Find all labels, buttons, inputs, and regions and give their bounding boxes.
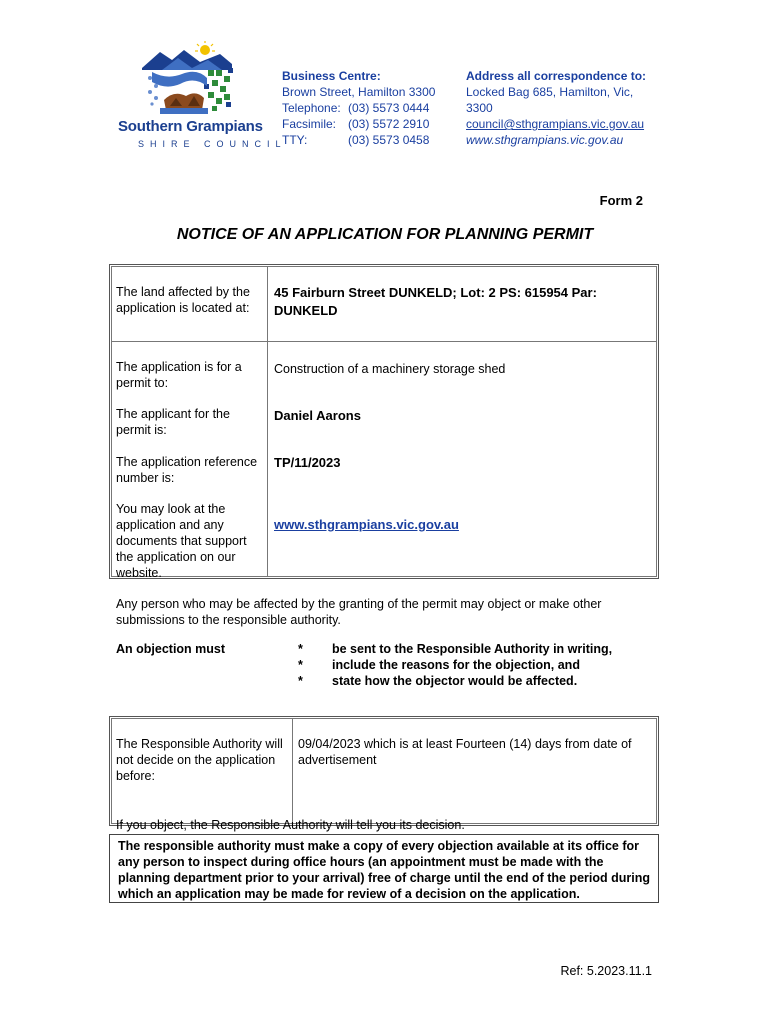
logo-name: Southern Grampians (118, 118, 263, 135)
telephone-number: (03) 5573 0444 (348, 101, 430, 115)
bullet-marker: * (298, 642, 303, 656)
council-website-text: www.sthgrampians.vic.gov.au (466, 133, 624, 147)
objection-intro: Any person who may be affected by the granting of the permit may object or make other submissions to the responsible authority. (116, 597, 602, 627)
website-link[interactable]: www.sthgrampians.vic.gov.au (274, 517, 459, 532)
objection-bullet: state how the objector would be affected. (332, 674, 578, 688)
website-label: You may look at the application and any documents that support the application on our website. (116, 502, 247, 580)
correspondence-block (466, 68, 646, 148)
reference-label: The application reference number is: (116, 455, 258, 485)
copy-notice: The responsible authority must make a copy of every objection available at its office for any person to inspect during office hours (an appointment must be made with the planning department prior to your arrival) free of charge until the end of the period during which an application may be made for review of a decision on the application. (109, 834, 659, 903)
form-number: Form 2 (599, 193, 643, 208)
objection-bullet: include the reasons for the objection, and (332, 658, 580, 672)
decision-label: The Responsible Authority will not decide on the application before: (116, 737, 283, 783)
council-email-link[interactable]: council@sthgrampians.vic.gov.au (466, 117, 645, 131)
purpose-value: Construction of a machinery storage shed (274, 362, 506, 376)
tty-label: TTY: (282, 133, 308, 147)
postal-address-line1: Locked Bag 685, Hamilton, Vic, (466, 85, 634, 99)
tty-number: (03) 5573 0458 (348, 133, 430, 147)
decision-note: If you object, the Responsible Authority will tell you its decision. (116, 818, 465, 832)
telephone-label: Telephone: (282, 101, 341, 115)
applicant-label: The applicant for the permit is: (116, 407, 230, 437)
facsimile-number: (03) 5572 2910 (348, 117, 430, 131)
objection-bullet: be sent to the Responsible Authority in writing, (332, 642, 613, 656)
postal-address-line2: 3300 (466, 101, 493, 115)
business-centre-block (282, 68, 435, 148)
reference-value: TP/11/2023 (274, 455, 341, 470)
facsimile-label: Facsimile: (282, 117, 337, 131)
applicant-value: Daniel Aarons (274, 408, 361, 423)
bullet-marker: * (298, 658, 303, 672)
page-title: NOTICE OF AN APPLICATION FOR PLANNING PERMIT (176, 226, 594, 243)
business-centre-heading: Business Centre: (282, 69, 381, 83)
objection-heading: An objection must (116, 642, 226, 656)
decision-value: 09/04/2023 which is at least Fourteen (14) days from date of advertisement (298, 737, 632, 767)
land-value: 45 Fairburn Street DUNKELD; Lot: 2 PS: 615954 Par: DUNKELD (274, 285, 597, 318)
logo-subtitle: SHIRE COUNCIL (138, 139, 287, 149)
correspondence-heading: Address all correspondence to: (466, 69, 647, 83)
bullet-marker: * (298, 674, 303, 688)
purpose-label: The application is for a permit to: (116, 360, 242, 390)
land-label: The land affected by the application is located at: (116, 285, 250, 315)
business-address: Brown Street, Hamilton 3300 (282, 85, 436, 99)
reference-footer: Ref: 5.2023.11.1 (560, 964, 652, 978)
